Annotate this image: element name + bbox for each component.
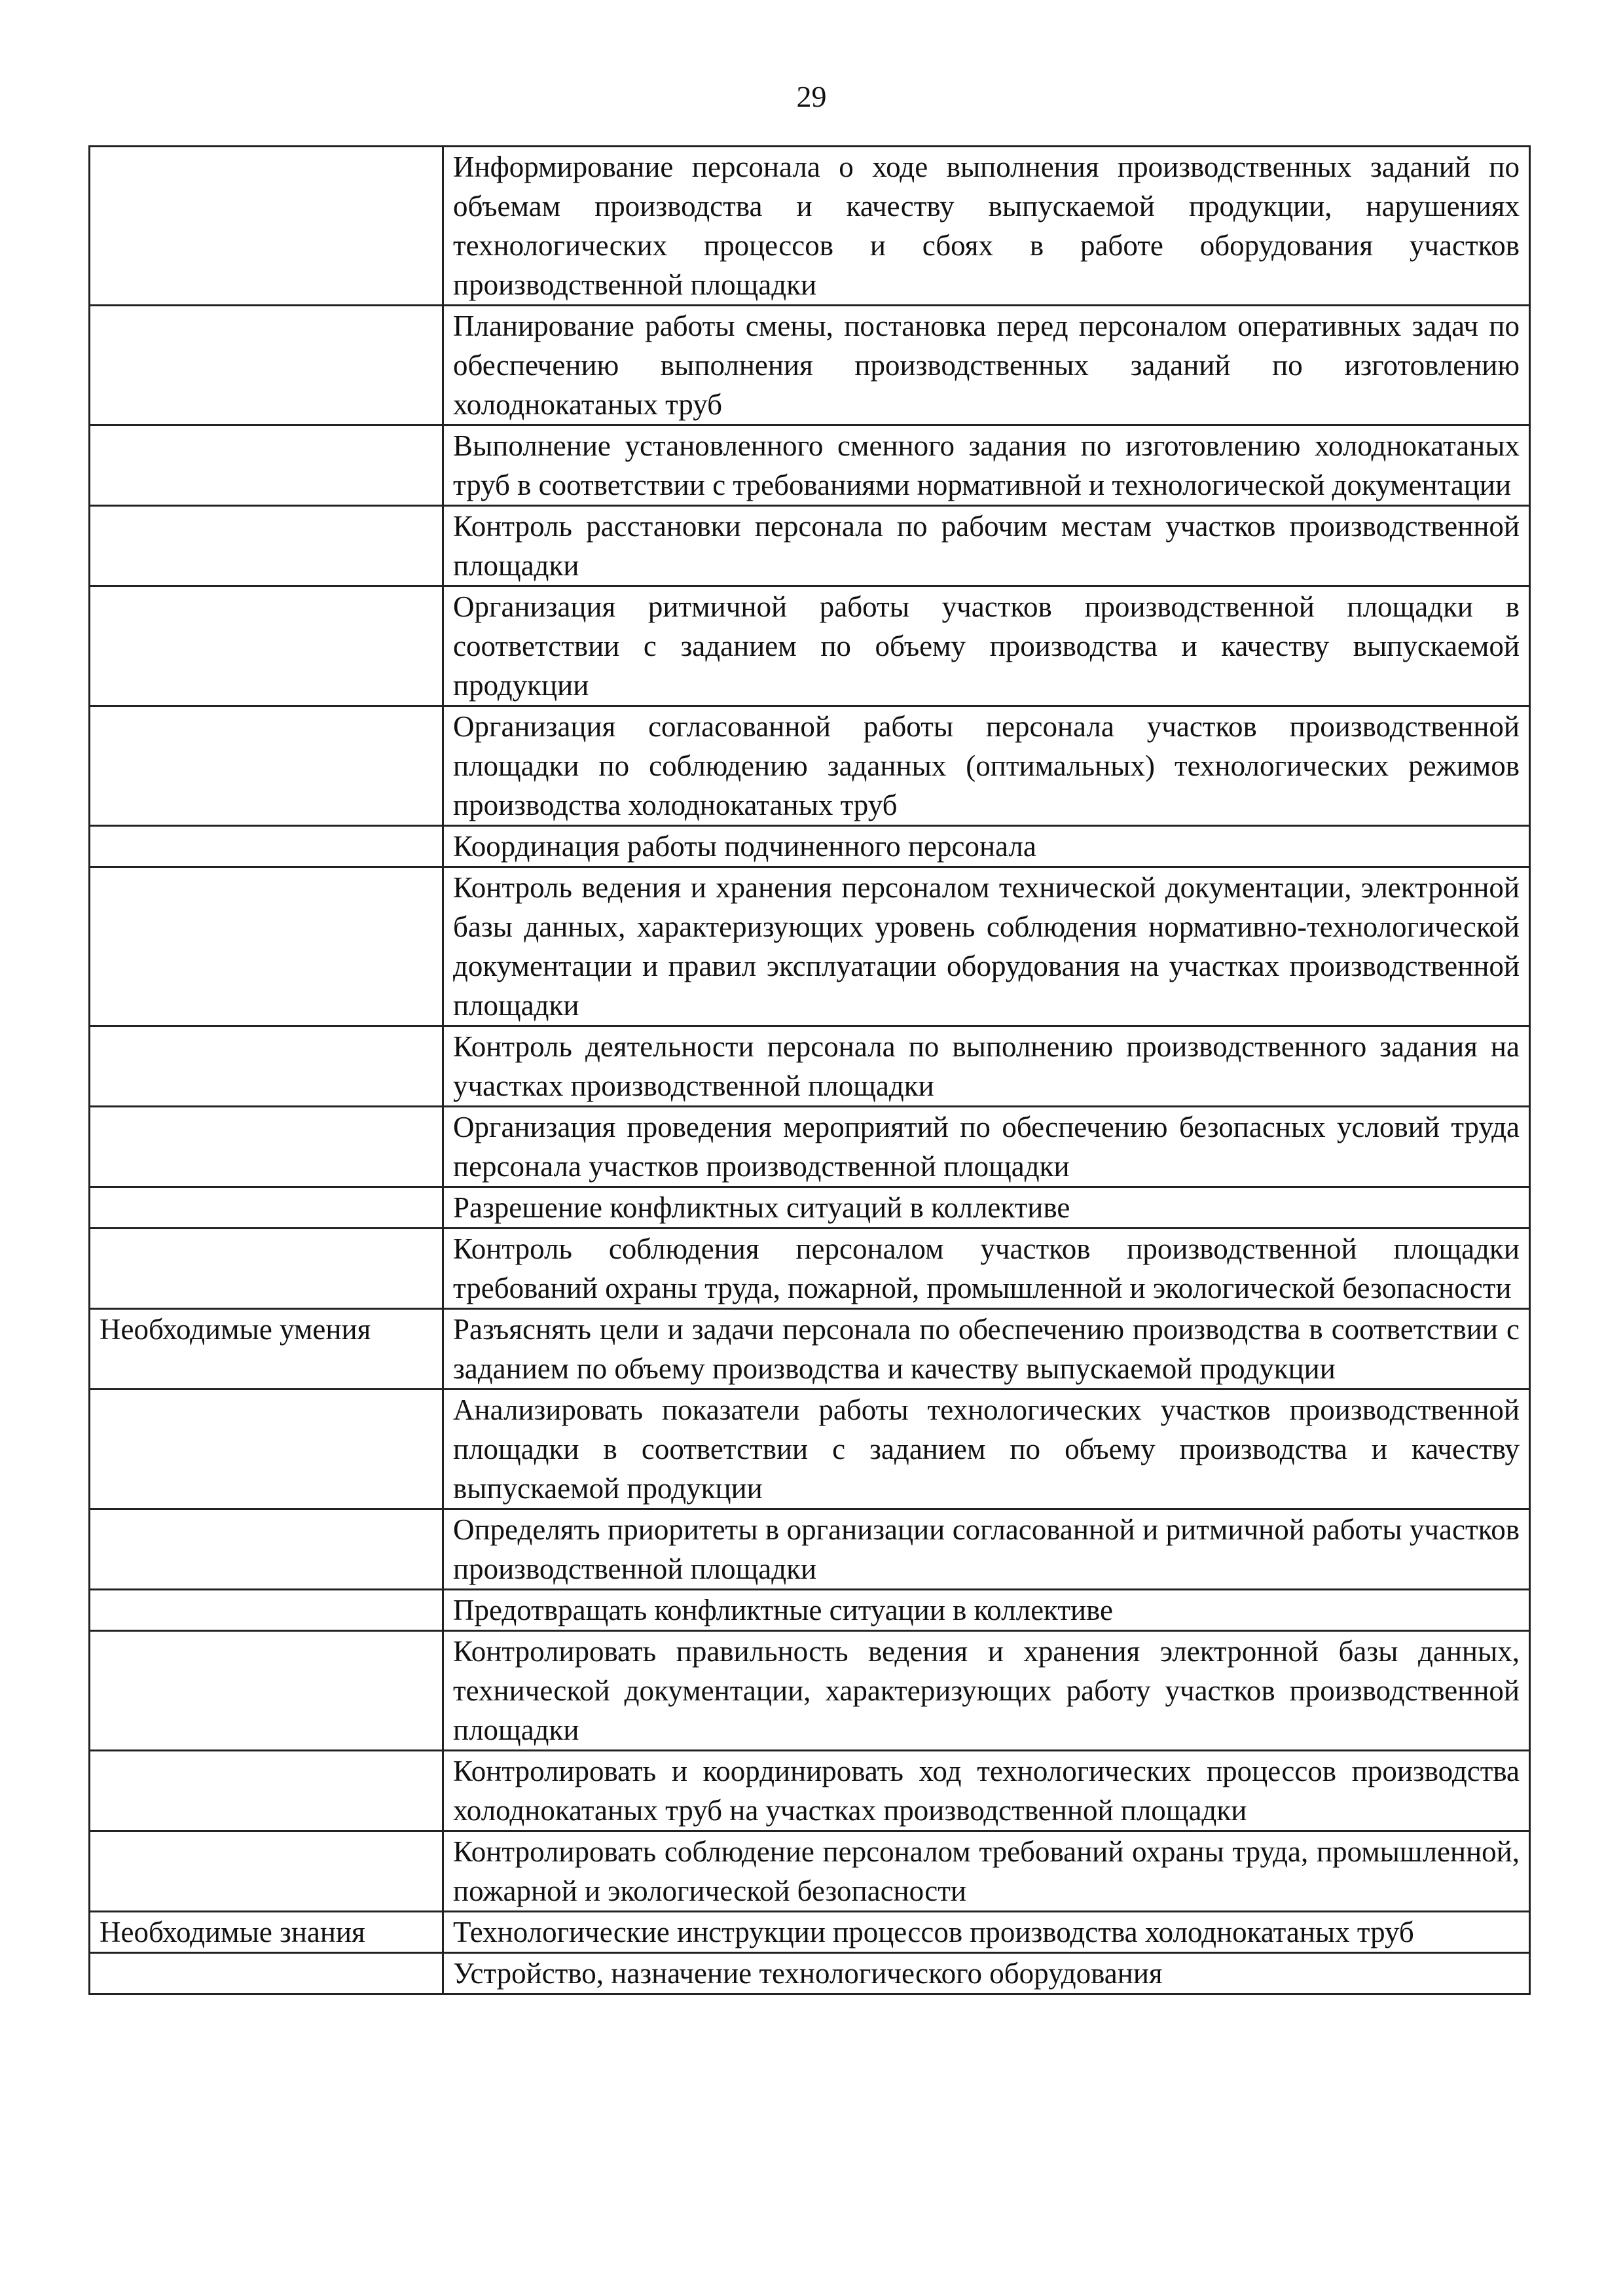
- row-label-cell: [90, 506, 443, 586]
- row-text-cell: Контроль расстановки персонала по рабочим местам участков производственной площадки: [443, 506, 1530, 586]
- row-text-cell: Предотвращать конфликтные ситуации в коллективе: [443, 1590, 1530, 1631]
- row-label-cell: [90, 1390, 443, 1509]
- row-label-cell: [90, 867, 443, 1026]
- table-row: [90, 867, 1530, 1026]
- table-row: [90, 1751, 1530, 1831]
- row-label-cell: [90, 1509, 443, 1590]
- table-row: [90, 1187, 1530, 1229]
- page-number: 29: [796, 80, 827, 113]
- row-label-cell: [90, 1831, 443, 1912]
- table-row-knowledge-group: [90, 1912, 1530, 1953]
- row-label-cell: [90, 1631, 443, 1751]
- row-text-cell: Выполнение установленного сменного задания по изготовлению холоднокатаных труб в соответствии с требованиями нормативной и технологической документации: [443, 425, 1530, 506]
- row-label-cell: [90, 1229, 443, 1309]
- table-row: [90, 1107, 1530, 1187]
- row-text-cell: Контролировать и координировать ход технологических процессов производства холоднокатаных труб на участках производственной площадки: [443, 1751, 1530, 1831]
- row-label-cell: [90, 706, 443, 826]
- row-label-cell: [90, 1953, 443, 1994]
- row-label-cell: [90, 1107, 443, 1187]
- row-label-cell-knowledge: Необходимые знания: [90, 1912, 443, 1953]
- table-row: [90, 586, 1530, 706]
- row-text-cell: Разрешение конфликтных ситуаций в коллективе: [443, 1187, 1530, 1229]
- row-text-cell: Информирование персонала о ходе выполнения производственных заданий по объемам производства и качеству выпускаемой продукции, нарушениях технологических процессов и сбоях в работе оборудования участков производственной площадки: [443, 147, 1530, 306]
- row-text-cell: Координация работы подчиненного персонала: [443, 826, 1530, 867]
- row-text-cell: Устройство, назначение технологического оборудования: [443, 1953, 1530, 1994]
- row-label-cell: [90, 1187, 443, 1229]
- row-text-cell: Определять приоритеты в организации согласованной и ритмичной работы участков производственной площадки: [443, 1509, 1530, 1590]
- row-text-cell: Контролировать соблюдение персоналом требований охраны труда, промышленной, пожарной и экологической безопасности: [443, 1831, 1530, 1912]
- table-row: [90, 306, 1530, 425]
- table-row: [90, 1229, 1530, 1309]
- row-label-cell: [90, 1026, 443, 1107]
- competency-table: [88, 145, 1531, 1995]
- table-row: [90, 1831, 1530, 1912]
- row-label-cell-skills: Необходимые умения: [90, 1309, 443, 1390]
- row-label-cell: [90, 306, 443, 425]
- table-row: [90, 506, 1530, 586]
- row-text-cell: Контроль ведения и хранения персоналом технической документации, электронной базы данных, характеризующих уровень соблюдения нормативно-технологической документации и правил эксплуатации оборудования на участках производственной площадки: [443, 867, 1530, 1026]
- table-row-skills-group: [90, 1309, 1530, 1390]
- row-label-cell: [90, 586, 443, 706]
- row-text-cell: Технологические инструкции процессов производства холоднокатаных труб: [443, 1912, 1530, 1953]
- row-label-cell: [90, 1751, 443, 1831]
- row-text-cell: Организация проведения мероприятий по обеспечению безопасных условий труда персонала участков производственной площадки: [443, 1107, 1530, 1187]
- table-row: [90, 1390, 1530, 1509]
- row-text-cell: Организация согласованной работы персонала участков производственной площадки по соблюдению заданных (оптимальных) технологических режимов производства холоднокатаных труб: [443, 706, 1530, 826]
- row-text-cell: Планирование работы смены, постановка перед персоналом оперативных задач по обеспечению выполнения производственных заданий по изготовлению холоднокатаных труб: [443, 306, 1530, 425]
- row-text-cell: Контроль деятельности персонала по выполнению производственного задания на участках производственной площадки: [443, 1026, 1530, 1107]
- row-label-cell: [90, 826, 443, 867]
- row-text-cell: Контролировать правильность ведения и хранения электронной базы данных, технической документации, характеризующих работу участков производственной площадки: [443, 1631, 1530, 1751]
- table-row: [90, 425, 1530, 506]
- row-label-cell: [90, 425, 443, 506]
- table-row: [90, 1509, 1530, 1590]
- row-text-cell: Анализировать показатели работы технологических участков производственной площадки в соответствии с заданием по объему производства и качеству выпускаемой продукции: [443, 1390, 1530, 1509]
- table-row: [90, 706, 1530, 826]
- table-row: [90, 826, 1530, 867]
- table-row: [90, 1953, 1530, 1994]
- row-label-cell: [90, 1590, 443, 1631]
- row-text-cell: Разъяснять цели и задачи персонала по обеспечению производства в соответствии с заданием по объему производства и качеству выпускаемой продукции: [443, 1309, 1530, 1390]
- table-row: [90, 1590, 1530, 1631]
- row-label-cell: [90, 147, 443, 306]
- table-row: [90, 1026, 1530, 1107]
- table-row: [90, 1631, 1530, 1751]
- row-text-cell: Организация ритмичной работы участков производственной площадки в соответствии с заданием по объему производства и качеству выпускаемой продукции: [443, 586, 1530, 706]
- table-row: [90, 147, 1530, 306]
- row-text-cell: Контроль соблюдения персоналом участков производственной площадки требований охраны труда, пожарной, промышленной и экологической безопасности: [443, 1229, 1530, 1309]
